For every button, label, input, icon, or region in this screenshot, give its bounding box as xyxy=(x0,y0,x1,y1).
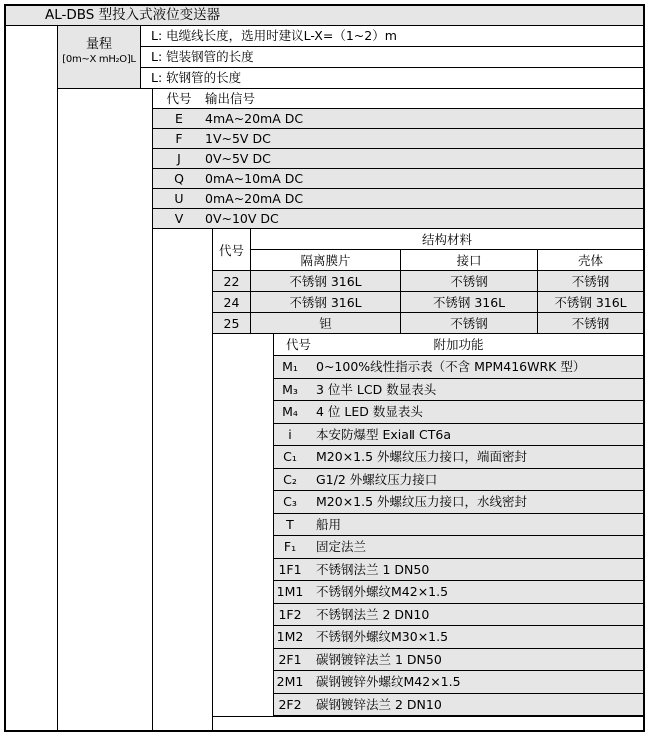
signal-desc: 4mA~20mA DC xyxy=(205,111,304,126)
table-row xyxy=(153,209,643,229)
function-code: T xyxy=(286,516,294,532)
function-code: C₂ xyxy=(283,471,297,487)
range-label: 量程 xyxy=(85,37,112,52)
function-code: M₃ xyxy=(282,381,298,397)
length-note-row xyxy=(141,68,643,89)
table-row xyxy=(274,446,643,469)
functions-header xyxy=(274,334,643,356)
function-desc: 不锈钢外螺纹M42×1.5 xyxy=(316,584,449,599)
table-row xyxy=(274,491,643,514)
table-row xyxy=(274,559,643,582)
table-row xyxy=(274,356,643,379)
function-desc: 不锈钢外螺纹M30×1.5 xyxy=(316,629,449,644)
function-code: 1F2 xyxy=(278,606,302,622)
signal-code: E xyxy=(175,111,183,126)
materials-code: 25 xyxy=(213,313,251,334)
divider xyxy=(212,334,213,730)
function-desc: 碳钢镀锌外螺纹M42×1.5 xyxy=(316,674,461,689)
function-code: i xyxy=(288,426,292,442)
table-row xyxy=(153,109,643,129)
function-code: C₁ xyxy=(283,449,297,464)
materials-header-code: 代号 xyxy=(213,229,251,271)
signal-desc: 0mA~20mA DC xyxy=(205,191,304,206)
table-row xyxy=(274,626,643,649)
signal-desc: 1V~5V DC xyxy=(205,131,271,146)
materials-column-header: 隔离膜片 xyxy=(251,250,401,271)
function-code: 1F1 xyxy=(278,561,302,577)
table-row xyxy=(274,581,643,604)
functions-header-name: 附加功能 xyxy=(433,337,484,352)
function-code: 1M2 xyxy=(276,629,304,644)
page-title-text: AL-DBS 型投入式液位变送器 xyxy=(45,7,221,23)
output-signal-header-name: 输出信号 xyxy=(205,91,256,106)
table-row xyxy=(153,129,643,149)
function-code: F₁ xyxy=(283,539,297,554)
length-note-text: L: 电缆线长度，选用时建议L-X=（1~2）m xyxy=(151,28,397,43)
table-row xyxy=(274,514,643,537)
divider xyxy=(152,229,153,730)
model-code-column xyxy=(6,26,58,730)
table-row xyxy=(153,189,643,209)
output-signal-header xyxy=(153,89,643,109)
table-row xyxy=(274,401,643,424)
materials-cell: 不锈钢 xyxy=(538,271,643,292)
function-code: 1M1 xyxy=(276,584,304,599)
materials-cell: 不锈钢 xyxy=(401,271,538,292)
function-desc: 本安防爆型 ExiaⅡ CT6a xyxy=(316,426,452,442)
signal-desc: 0mA~10mA DC xyxy=(205,171,304,186)
function-desc: 0~100%线性指示表（不含 MPM416WRK 型） xyxy=(316,359,586,374)
signal-code: F xyxy=(175,131,183,146)
length-note-row xyxy=(141,47,643,68)
function-desc: 4 位 LED 数显表头 xyxy=(316,404,423,419)
materials-cell: 钽 xyxy=(251,313,401,334)
materials-cell: 不锈钢 xyxy=(538,313,643,334)
function-desc: 3 位半 LCD 数显表头 xyxy=(316,381,437,397)
function-code: 2F1 xyxy=(278,651,302,667)
function-code: 2F2 xyxy=(278,696,302,712)
table-row xyxy=(274,671,643,694)
materials-cell: 不锈钢 316L xyxy=(251,292,401,313)
length-notes xyxy=(141,26,643,89)
signal-code: Q xyxy=(174,171,184,186)
materials-header-group: 结构材料 xyxy=(251,229,643,250)
function-code: M₁ xyxy=(282,359,298,374)
function-desc: 碳钢镀锌法兰 1 DN50 xyxy=(316,651,442,667)
materials-cell: 不锈钢 xyxy=(401,313,538,334)
table-row xyxy=(153,169,643,189)
table-row xyxy=(274,424,643,447)
range-formula: [0m~X mH₂O]L xyxy=(62,54,136,65)
output-signal-table xyxy=(152,89,643,229)
range-cell xyxy=(58,26,141,89)
table-row xyxy=(274,536,643,559)
materials-cell: 不锈钢 316L xyxy=(401,292,538,313)
outer-frame xyxy=(4,4,645,732)
materials-code: 22 xyxy=(213,271,251,292)
additional-functions-table xyxy=(273,334,643,716)
function-code: M₄ xyxy=(282,404,298,419)
functions-header-code: 代号 xyxy=(286,337,312,352)
function-desc: G1/2 外螺纹压力接口 xyxy=(316,471,438,487)
materials-column-header: 壳体 xyxy=(538,250,643,271)
function-desc: M20×1.5 外螺纹压力接口，水线密封 xyxy=(316,494,528,509)
table-row xyxy=(274,694,643,717)
page-title xyxy=(6,6,643,26)
length-note-row xyxy=(141,26,643,47)
materials-code: 24 xyxy=(213,292,251,313)
materials-cell: 不锈钢 316L xyxy=(251,271,401,292)
signal-code: U xyxy=(174,191,184,206)
materials-cell: 不锈钢 316L xyxy=(538,292,643,313)
table-row xyxy=(274,469,643,492)
function-desc: 船用 xyxy=(316,516,342,532)
length-note-text: L: 铠装钢管的长度 xyxy=(151,49,254,64)
function-desc: M20×1.5 外螺纹压力接口，端面密封 xyxy=(316,449,528,464)
table-row xyxy=(274,649,643,672)
signal-desc: 0V~5V DC xyxy=(205,151,271,166)
function-desc: 固定法兰 xyxy=(316,539,367,554)
table-row xyxy=(153,149,643,169)
signal-code: J xyxy=(177,151,181,166)
function-code: C₃ xyxy=(283,494,297,509)
table-row xyxy=(274,379,643,402)
table-row xyxy=(274,604,643,627)
divider xyxy=(212,716,643,717)
materials-table xyxy=(212,229,643,334)
signal-desc: 0V~10V DC xyxy=(205,211,279,226)
function-desc: 碳钢镀锌法兰 2 DN10 xyxy=(316,696,442,712)
materials-column-header: 接口 xyxy=(401,250,538,271)
function-code: 2M1 xyxy=(276,674,304,689)
length-note-text: L: 软钢管的长度 xyxy=(151,70,242,85)
function-desc: 不锈钢法兰 1 DN50 xyxy=(316,561,430,577)
function-desc: 不锈钢法兰 2 DN10 xyxy=(316,606,430,622)
output-signal-header-code: 代号 xyxy=(166,91,192,106)
signal-code: V xyxy=(174,211,184,226)
